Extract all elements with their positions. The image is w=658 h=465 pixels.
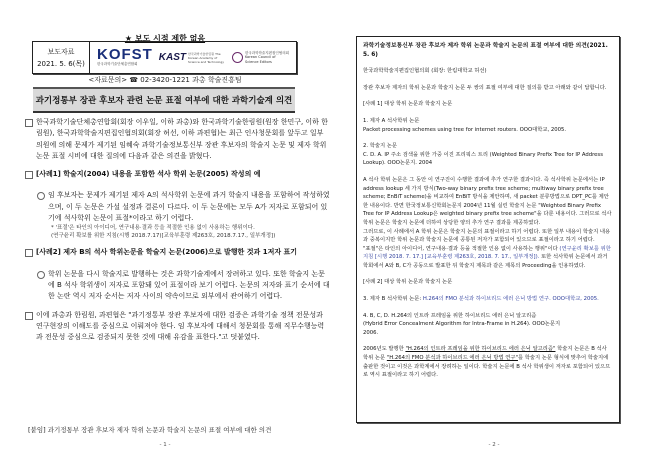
item1-label: 1. 제자 A 석사학위 논문 [363,117,420,124]
case2-heading: [사례2] 제자 B의 석사 학위논문을 학술지 논문(2006)으로 발행한 것과 1저자 표기 [25,247,330,261]
case1-body: 임 후보자는 문제가 제기된 제자 A의 석사학위 논문에 과거 학술지 내용을 포함하여 작성하였으며, 이 두 논문은 가설 설정과 결론이 다르다. 이 두 논문에는 모두 A가 저자로 포함되어 있기에 석사학위 논문이 표절*이라고 하기 어렵다. [37,190,330,224]
page-number: - 1 - [159,442,171,448]
guideline-reference: (연구윤리 확보를 위한 지침(시행 2018.7.17)[교육부훈령 제263호, 2018.7.17., 일부개정]) [51,233,276,240]
doc-type: 보도자료 [47,47,75,56]
opinion-intro: 장관 후보자 제자의 학위 논문과 학술지 논문 두 쌍의 표절 여부에 대한 질의를 받고 아래와 같이 답합니다. [363,84,607,91]
kast-logo: KAST 한국과학기술한림원 The Korean Academy of Science and Technology [158,51,225,64]
case1-heading: [사례 1] 대상 학위 논문과 학술지 논문 [363,101,453,108]
item2-citation: C. D. A. IP 주소 검색을 위한 가중 이진 프리픽스 트리 (Weighted Binary Prefix Tree for IP Address Lookup). OOO논문지. 2004 [363,151,603,167]
item4-citation: (Hybrid Error Concealment Algorithm for Intra-Frame in H.264). OOO논문지 [363,321,561,328]
case2-analysis: 2006년도 발행한 "H.264의 인트라 프레임을 위한 하이브리드 에러 은닉 알고리즘" 학술지 논문은 B 석사 학위 논문 "H.264의 FMO 분석과 하이브리드 에러 은닉 방법 연구"를 학술지 논문 형식에 맞추어 학술지에 출판한 것이고 이것은 과학계에서 장려하는 일이다. 학술지 논문에 B 석사 학위생이 저자로 포함되어 있으므로 역시 표절이라고 하기 어렵다. [363,346,611,379]
checkbox-bullet-icon [25,119,33,127]
kofst-logo: KOFST 한국과학기술단체총연합회 [96,46,153,66]
appendix-note: [붙임] 과기정통부 장관 후보자 제자 학위 논문과 학술지 논문의 표절 여부에 대한 의견 [28,426,272,434]
organization: 한국과학학술지편집인협의회 (회장: 한림대학교 허선) [363,68,487,75]
page-2 [330,0,658,465]
checkbox-bullet-icon [25,312,33,320]
case2-heading: [사례 2] 대상 학위 논문과 학술지 논문 [363,279,453,286]
intro-paragraph: 한국과학기술단체총연합회(회장 이우일, 이하 과총)와 한국과학기술한림원(원장 한민구, 이하 한림원), 한국과학학술지편집인협의회(회장 허선, 이하 과편협)는 최근 인사청문회를 앞두고 일부 의원에 의해 문제가 제기된 임혜숙 과학기술정보통신부 장관 후보자의 학술지 논문 및 제자 학위논문 표절 시비에 대한 질의에 다음과 같은 의견을 밝혔다. [25,117,330,162]
case2-body: 학위 논문을 다시 학술지로 발행하는 것은 과학기술계에서 장려하고 있다. 또한 학술지 논문에 B 석사 학위생이 저자로 포함돼 있어 표절이라 보기 어렵다. 논문의 저자와 표기 순서에 대한 논란 역시 저자 순서는 저자 사이의 약속이므로 외부에서 관여하기 어렵다. [37,269,330,303]
logo-row [90,42,296,73]
contact-info: <자료문의> ☎ 02-3420-1221 과총 학술진흥팀 [88,76,242,84]
plagiarism-definition-note: * '표절'은 타인의 아이디어, 연구내용·결과 등을 적절한 인용 없이 사용하는 행위이다. [51,225,255,232]
case1-heading: [사례1] 학술지(2004) 내용을 포함한 석사 학위 논문(2005) 작성의 예 [25,169,330,183]
conclusion-paragraph: 이에 과총과 한림원, 과편협은 "과기정통부 장관 후보자에 대한 검증은 과학기술 정책 전문성과 연구현장의 이해도를 중심으로 이뤄져야 한다. 임 후보자에 대해서 청문회를 통해 직무수행능력과 전문성 중심으로 검증되지 못한 것에 대해 유감을 표한다."고 덧붙였다. [25,310,330,344]
item4-label: 4. B, C, D. H.264의 인트라 프레임을 위한 하이브리드 에러 은닉 알고리즘 [363,312,537,319]
item2-label: 2. 학술지 논문 [363,143,398,150]
circle-bullet-icon [37,192,45,200]
release-info [33,42,90,73]
item1-citation: Packet processing schemes using tree for internet routers. OOO대학교, 2005. [363,126,567,133]
case1-analysis: A 석사 학위 논문은 그 동안 이 연구진이 수행한 결과에 추가 연구한 결과이다. 즉 석사학위 논문에서는 IP address lookup 세 가지 방식(Two-way binary prefix tree scheme; multiway binary prefix tree scheme; EnBiT scheme)을 비교하여 EnBiT 방식을 제안하며, 새 packet 분류방법으로 DPT_PC를 제안한 내용이다. 반면 한국정보통신학회논문지 2004년 11월 실린 학술지 논문 "Weighted Binary Prefix Tree for IP Address Lookup은 weighted binary prefix tree scheme"을 다룬 내용이다. 그러므로 석사 학위 논문은 학술지 논문에 더하여 상당한 양의 추가 연구 결과를 제공하였다. [363,176,612,226]
page-number: - 2 - [488,442,500,448]
opinion-box [356,36,620,423]
kcse-emblem-icon [232,52,243,63]
checkbox-bullet-icon [25,171,33,179]
document-title: 과기정통부 장관 후보자 관련 논문 표절 여부에 대한 과학기술계 의견 [33,87,295,113]
press-release-header [32,41,297,74]
item3: 3. 제자 B 석사학위 논문: H.264의 FMO 분석과 하이브리드 에러 은닉 방법 연구. OOO대학교, 2005. [363,296,599,303]
case1-reference: "표절"은 타인의 아이디어, 연구내용·결과 등을 적절한 인용 없이 사용하는 행위"이다 (연구윤리 확보를 위한 지침 [시행 2018. 7. 17.] [교육부훈령 제263호, 2018. 7. 17., 일부개정]). 또한 석사학위 논문에서 과거 학회에서 A와 B, C가 공동으로 발표한 뒤 학술지 제목과 같은 제목의 Proceeding을 인용하였다. [363,245,611,269]
kcse-logo: 한국과학학술지편집인협의회 Korean Council of Science Editors [232,51,289,65]
circle-bullet-icon [37,271,45,279]
release-date: 2021. 5. 6(목) [37,59,85,68]
embargo-notice: ★ 보도 시점 제한 없음 [124,34,206,43]
page-1-body [25,117,330,343]
case1-conclusion: 그러므로, 이 사례에서 A 학위 논문은 학술지 논문의 표절이라고 하기 어렵다. 또한 일부 내용이 학술지 내용과 중복이지만 학위 논문과 학술지 논문에 공통된 저자가 포함되어 있으므로 표절이라고 하기 어렵다. [363,228,611,244]
item4-year: 2006. [363,329,379,336]
opinion-title: 과학기술정보통신부 장관 후보자 제자 학위 논문과 학술지 논문의 표절 여부에 대한 의견(2021. 5. 6) [363,43,608,58]
checkbox-bullet-icon [25,249,33,257]
